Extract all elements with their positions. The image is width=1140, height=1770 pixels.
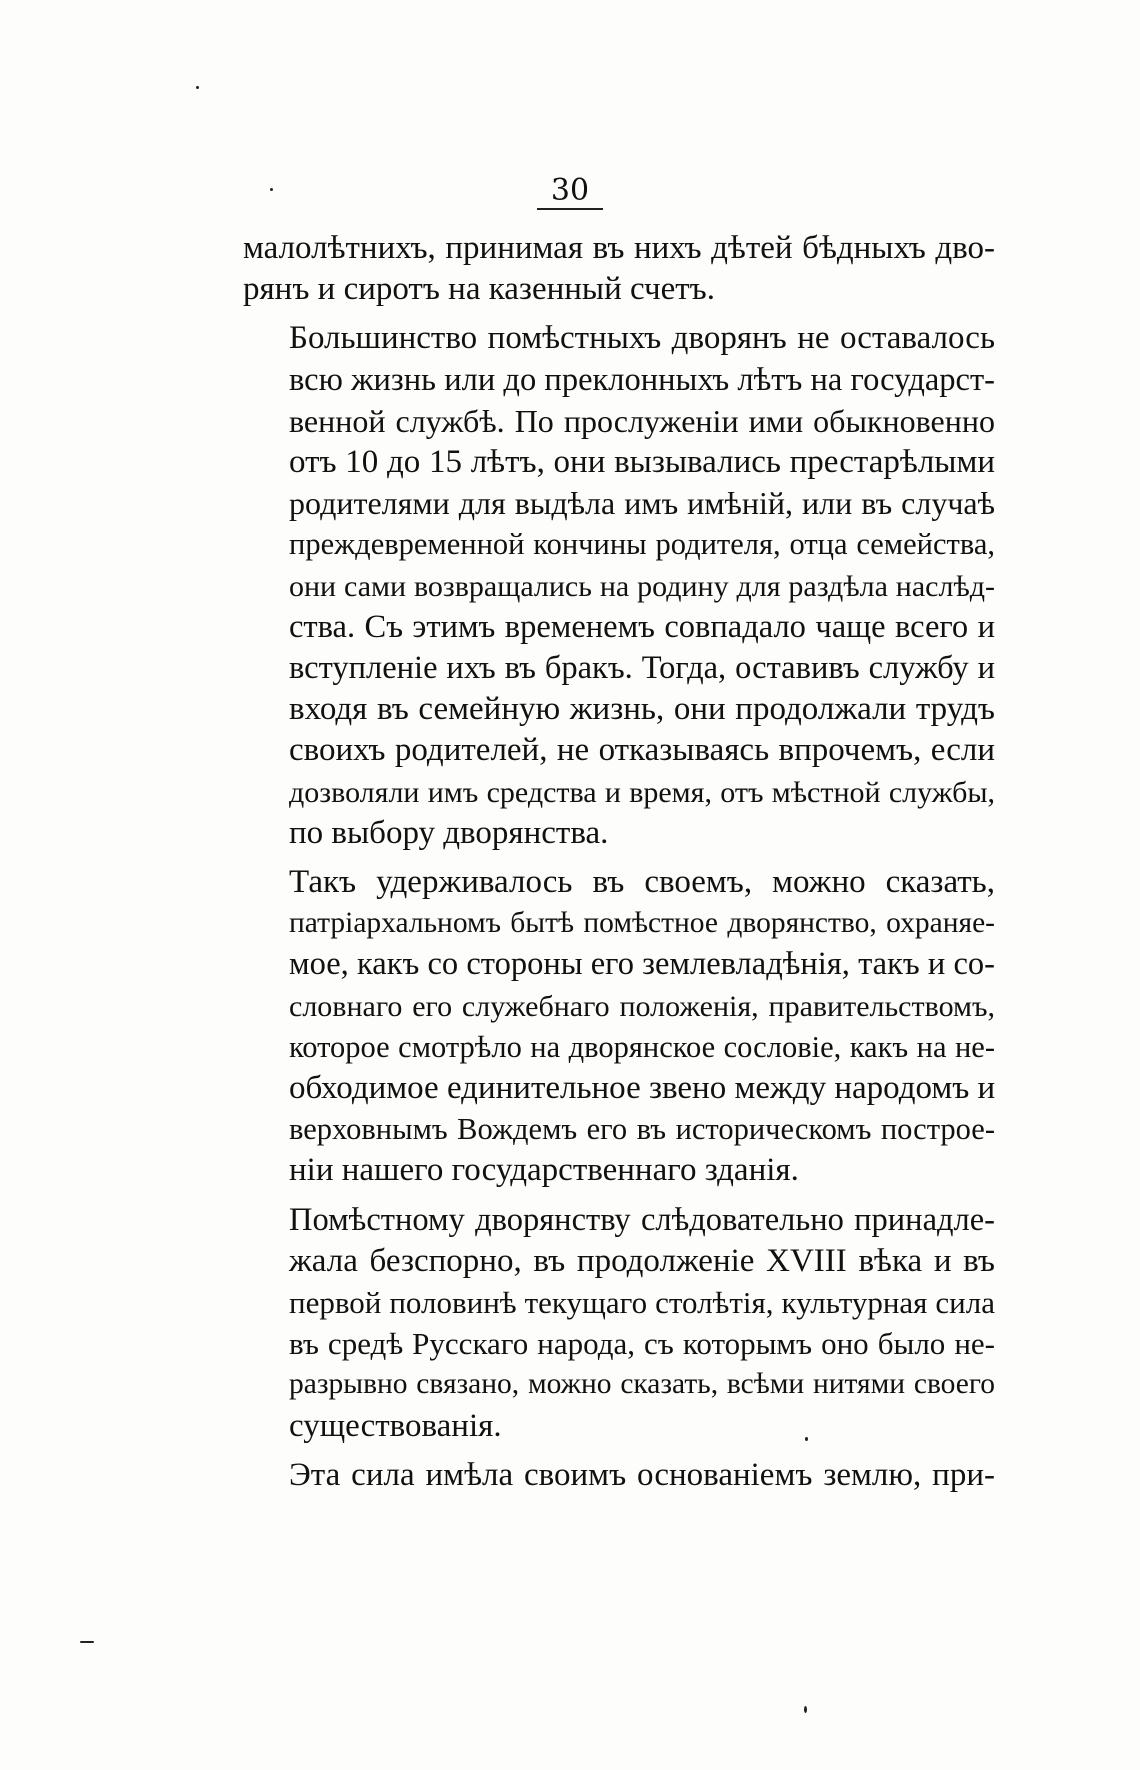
text-line: Эта сила имѣла своимъ основаніемъ землю, при- [289,1456,995,1493]
scan-speck [805,1437,808,1441]
scan-speck [80,1641,94,1643]
text-line: ніи нашего государственнаго зданія. [289,1152,799,1189]
text-line: разрывно связано, можно сказать, всѣми нитями своего [289,1368,995,1401]
text-line: ства. Съ этимъ временемъ совпадало чаще всего и [289,608,995,645]
text-line: существованія. [289,1407,502,1444]
text-line: жала безспорно, въ продолженіе XVIII вѣка и въ [289,1242,995,1279]
text-line: родителями для выдѣла имъ имѣній, или въ случаѣ [289,485,995,522]
scan-speck [196,86,199,89]
text-line: рянъ и сиротъ на казенный счетъ. [243,271,715,308]
text-line: въ средѣ Русскаго народа, съ которымъ оно было не- [289,1326,995,1362]
text-line: верховнымъ Вождемъ его въ историческомъ построе- [289,1112,995,1147]
text-line: дозволяли имъ средства и время, отъ мѣстной службы, [289,775,995,809]
body-text [243,228,995,1504]
text-line: преждевременной кончины родителя, отца семейства, [289,527,995,562]
paragraph [243,862,995,1192]
text-line: Большинство помѣстныхъ дворянъ не оставалось [289,320,995,357]
paragraph [243,318,995,854]
text-line: обходимое единительное звено между народомъ и [289,1070,996,1107]
text-line: Такъ удерживалось въ своемъ, можно сказать, [289,864,995,901]
text-line: мое, какъ со стороны его землевладѣнія, такъ и со- [289,946,995,983]
text-line: своихъ родителей, не отказываясь впрочемъ, если [289,732,995,769]
scan-speck [804,1706,807,1713]
text-line: малолѣтнихъ, принимая въ нихъ дѣтей бѣдныхъ дво- [243,230,995,266]
text-line: всю жизнь или до преклонныхъ лѣтъ на государст- [289,361,995,398]
text-line: патріархальномъ бытѣ помѣстное дворянство, охраняе- [289,907,995,940]
paragraph [243,228,995,310]
text-line: словнаго его служебнаго положенія, правительствомъ, [289,989,995,1023]
text-line: венной службѣ. По прослуженіи ими обыкновенно [289,402,995,439]
text-line: входя въ семейную жизнь, они продолжали трудъ [289,691,995,728]
scan-speck [270,188,273,191]
text-line: Помѣстному дворянству слѣдовательно принадле- [289,1201,995,1238]
text-line: вступленіе ихъ въ бракъ. Тогда, оставивъ службу и [289,650,995,687]
text-line: отъ 10 до 15 лѣтъ, они вызывались престарѣлыми [289,444,995,481]
text-line: они сами возвращались на родину для раздѣла наслѣд- [289,569,995,603]
paragraph [243,1455,995,1496]
text-line: которое смотрѣло на дворянское сословіе, какъ на не- [289,1029,995,1064]
text-line: по выбору дворянства. [289,814,609,851]
paragraph [243,1200,995,1447]
page-number: 30 [0,176,1140,210]
text-line: первой половинѣ текущаго столѣтія, культурная сила [289,1285,995,1321]
